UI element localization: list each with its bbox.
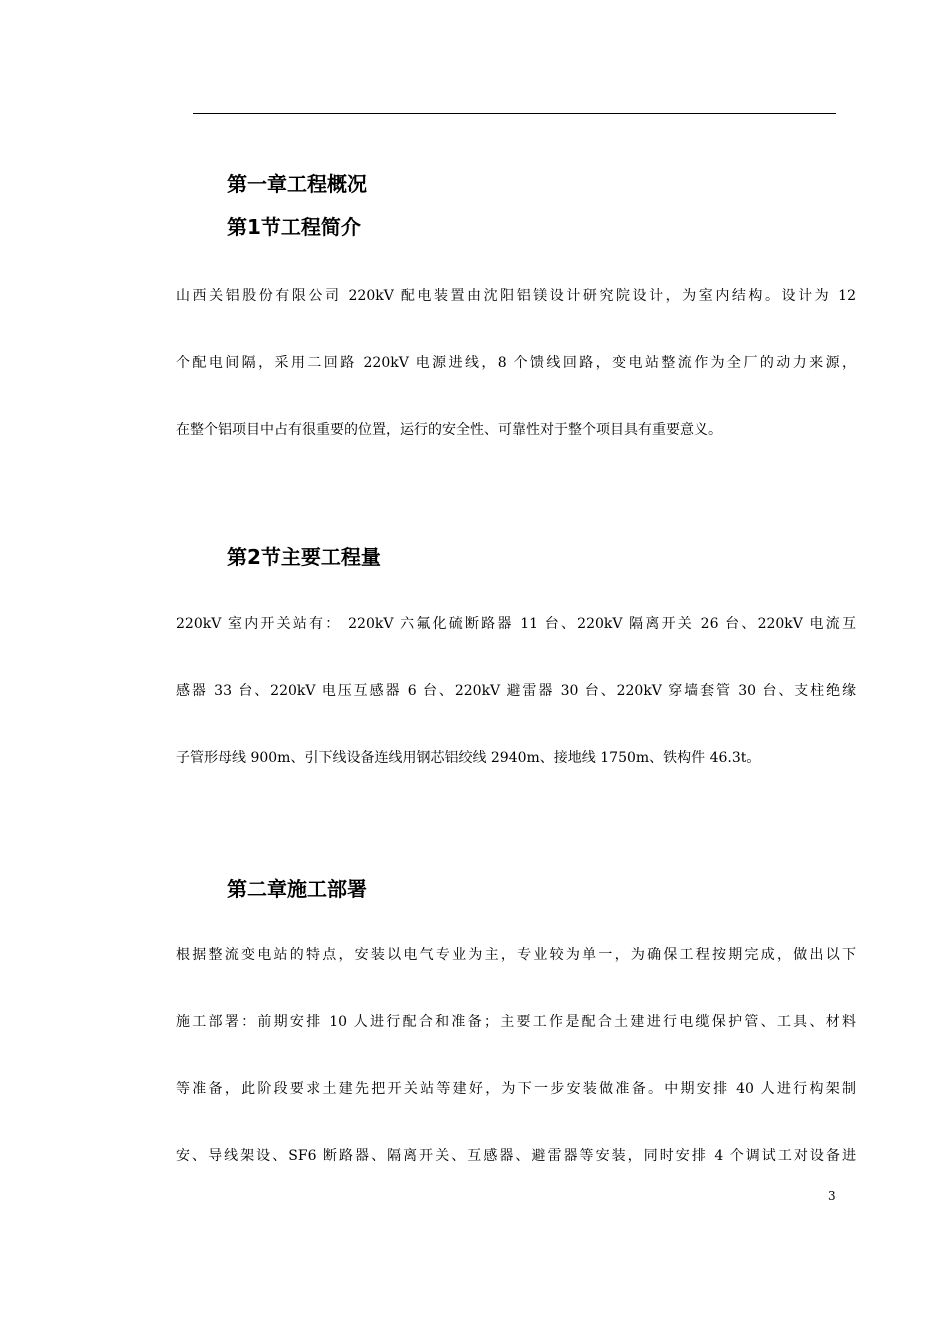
header-rule xyxy=(193,113,836,114)
paragraph-line: 安、导线架设、SF6 断路器、隔离开关、互感器、避雷器等安装，同时安排 4 个调试工对设备进 xyxy=(176,1148,856,1164)
chapter-2-title: 第二章施工部署 xyxy=(227,877,367,901)
paragraph-line: 个配电间隔，采用二回路 220kV 电源进线，8 个馈线回路，变电站整流作为全厂的动力来源， xyxy=(176,355,856,371)
page-number: 3 xyxy=(828,1189,836,1203)
chapter-1-title: 第一章工程概况 xyxy=(227,172,367,196)
paragraph-line: 子管形母线 900m、引下线设备连线用钢芯铝绞线 2940m、接地线 1750m、铁构件 46.3t。 xyxy=(176,750,761,766)
paragraph-line: 等准备，此阶段要求土建先把开关站等建好，为下一步安装做准备。中期安排 40 人进行构架制 xyxy=(176,1081,856,1097)
paragraph-line: 根据整流变电站的特点，安装以电气专业为主，专业较为单一，为确保工程按期完成，做出以下 xyxy=(176,947,856,963)
paragraph-line: 在整个铝项目中占有很重要的位置，运行的安全性、可靠性对于整个项目具有重要意义。 xyxy=(176,422,722,438)
chapter-2-paragraph xyxy=(176,922,856,1190)
paragraph-line: 220kV 室内开关站有： 220kV 六氟化硫断路器 11 台、220kV 隔离开关 26 台、220kV 电流互 xyxy=(176,616,856,632)
section-1-paragraph xyxy=(176,263,856,464)
paragraph-line: 施工部署：前期安排 10 人进行配合和准备；主要工作是配合土建进行电缆保护管、工具、材料 xyxy=(176,1014,856,1030)
section-2-paragraph xyxy=(176,591,856,792)
section-2-title: 第2节主要工程量 xyxy=(227,545,381,569)
paragraph-line: 感器 33 台、220kV 电压互感器 6 台、220kV 避雷器 30 台、220kV 穿墙套管 30 台、支柱绝缘 xyxy=(176,683,856,699)
paragraph-line: 山西关铝股份有限公司 220kV 配电装置由沈阳铝镁设计研究院设计，为室内结构。设计为 12 xyxy=(176,288,856,304)
section-1-title: 第1节工程简介 xyxy=(227,215,361,239)
